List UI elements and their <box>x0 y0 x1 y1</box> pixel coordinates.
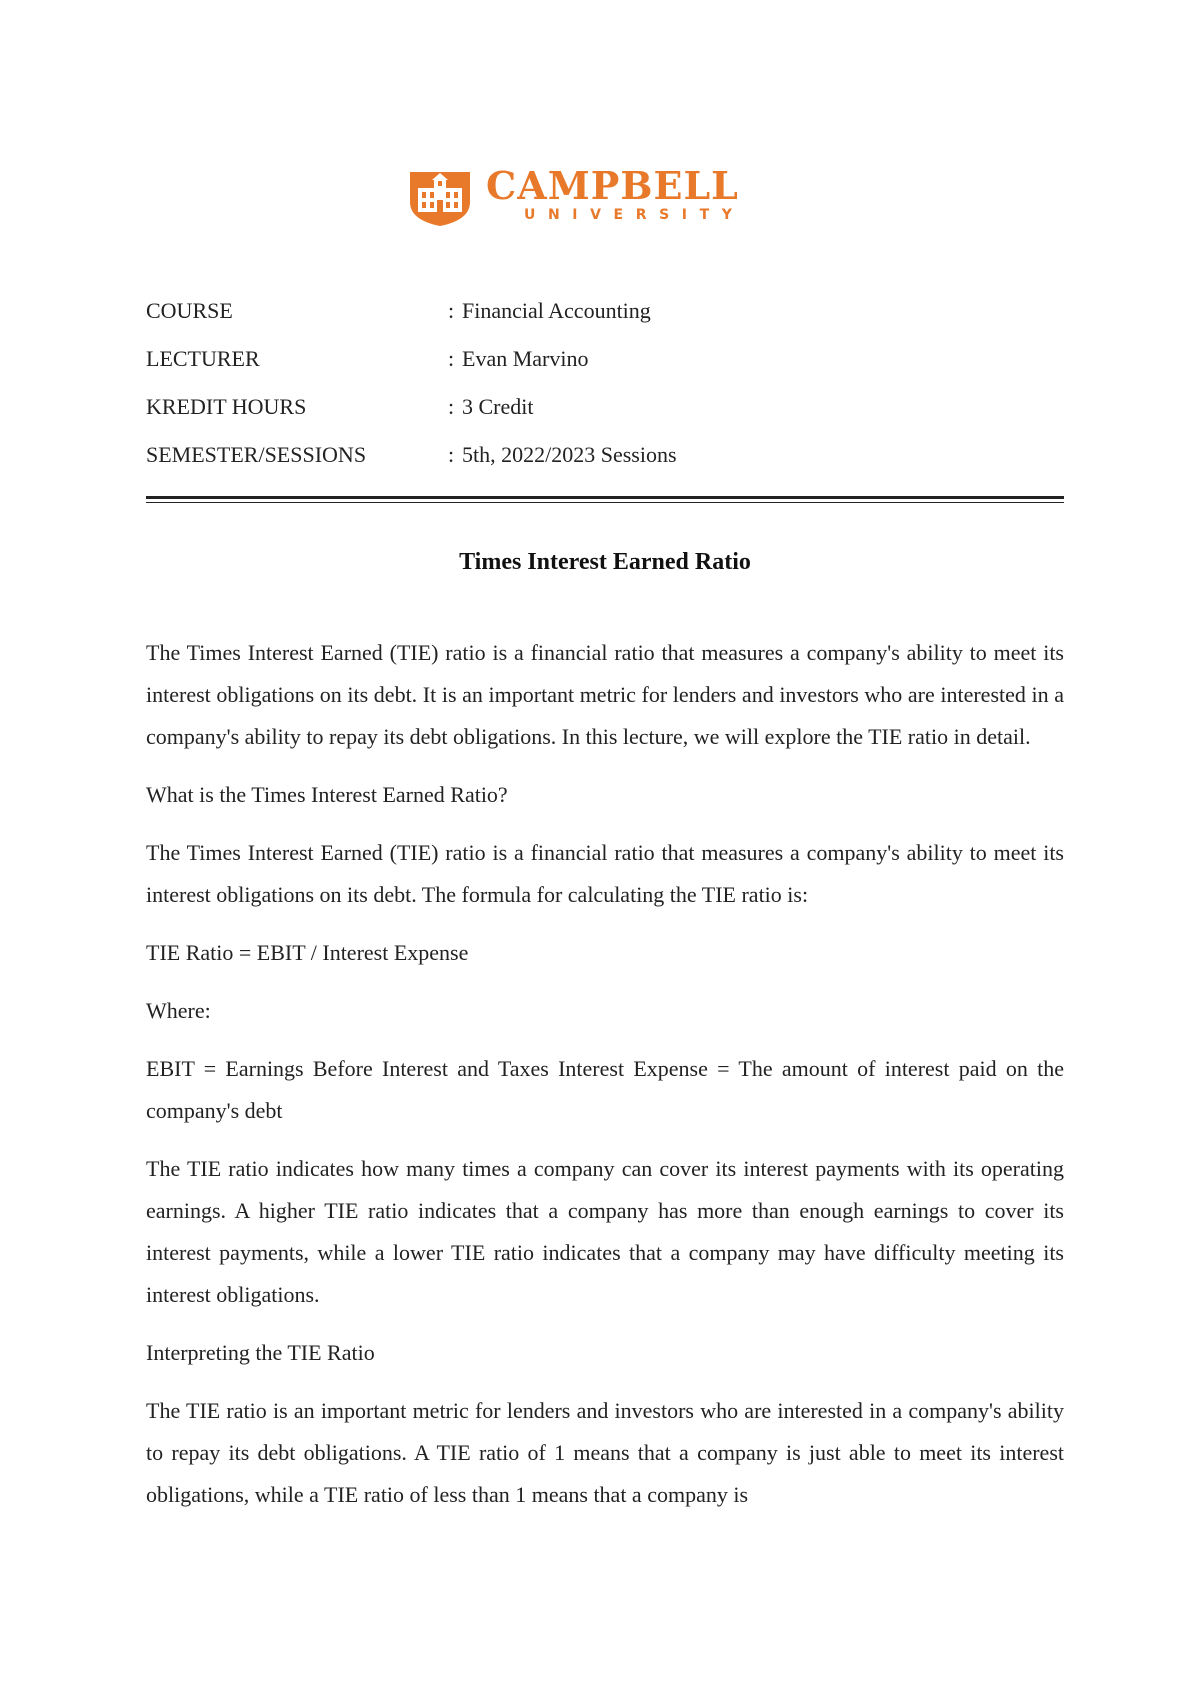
info-colon: : <box>448 298 455 323</box>
paragraph: The Times Interest Earned (TIE) ratio is a financial ratio that measures a company's ability to meet its interest obligations on its debt. The formula for calculating the TIE ratio is: <box>146 840 1064 907</box>
info-row-credit-hours <box>146 392 1066 440</box>
info-label: SEMESTER/SESSIONS <box>146 442 367 467</box>
info-value: Evan Marvino <box>462 346 589 371</box>
university-logo <box>406 163 806 228</box>
double-rule-bottom <box>146 502 1064 503</box>
logo-subtitle: UNIVERSITY <box>524 207 745 223</box>
info-value: 3 Credit <box>462 394 534 419</box>
paragraph: The TIE ratio is an important metric for lenders and investors who are interested in a company's ability to repay its debt obligations. A TIE ratio of 1 means that a company is just able to meet its interest obligations, while a TIE ratio of less than 1 means that a company is <box>146 1398 1064 1507</box>
logo-name: CAMPBELL <box>486 163 739 208</box>
info-colon: : <box>448 442 455 467</box>
paragraph: The Times Interest Earned (TIE) ratio is a financial ratio that measures a company's ability to meet its interest obligations on its debt. It is an important metric for lenders and investors who are interested in a company's ability to repay its debt obligations. In this lecture, we will explore the TIE ratio in detail. <box>146 640 1064 749</box>
info-row-course <box>146 296 1066 344</box>
course-info <box>146 296 1066 488</box>
info-value: 5th, 2022/2023 Sessions <box>462 442 677 467</box>
paragraph: The TIE ratio indicates how many times a company can cover its interest payments with its operating earnings. A higher TIE ratio indicates that a company has more than enough earnings to cover its interest payments, while a lower TIE ratio indicates that a company may have difficulty meeting its interest obligations. <box>146 1156 1064 1307</box>
info-value: Financial Accounting <box>462 298 651 323</box>
info-label: LECTURER <box>146 346 260 371</box>
campbell-crest-icon <box>406 168 474 228</box>
info-label: KREDIT HOURS <box>146 394 307 419</box>
paragraph: Where: <box>146 998 211 1023</box>
info-colon: : <box>448 394 455 419</box>
info-row-semester <box>146 440 1066 488</box>
paragraph: EBIT = Earnings Before Interest and Taxes Interest Expense = The amount of interest paid on the company's debt <box>146 1056 1064 1123</box>
section-heading: What is the Times Interest Earned Ratio? <box>146 782 508 807</box>
section-heading: Interpreting the TIE Ratio <box>146 1340 375 1365</box>
info-row-lecturer <box>146 344 1066 392</box>
formula: TIE Ratio = EBIT / Interest Expense <box>146 940 469 965</box>
double-rule-top <box>146 496 1064 499</box>
page-title: Times Interest Earned Ratio <box>459 549 751 575</box>
info-label: COURSE <box>146 298 233 323</box>
info-colon: : <box>448 346 455 371</box>
document-body <box>146 632 1064 1532</box>
